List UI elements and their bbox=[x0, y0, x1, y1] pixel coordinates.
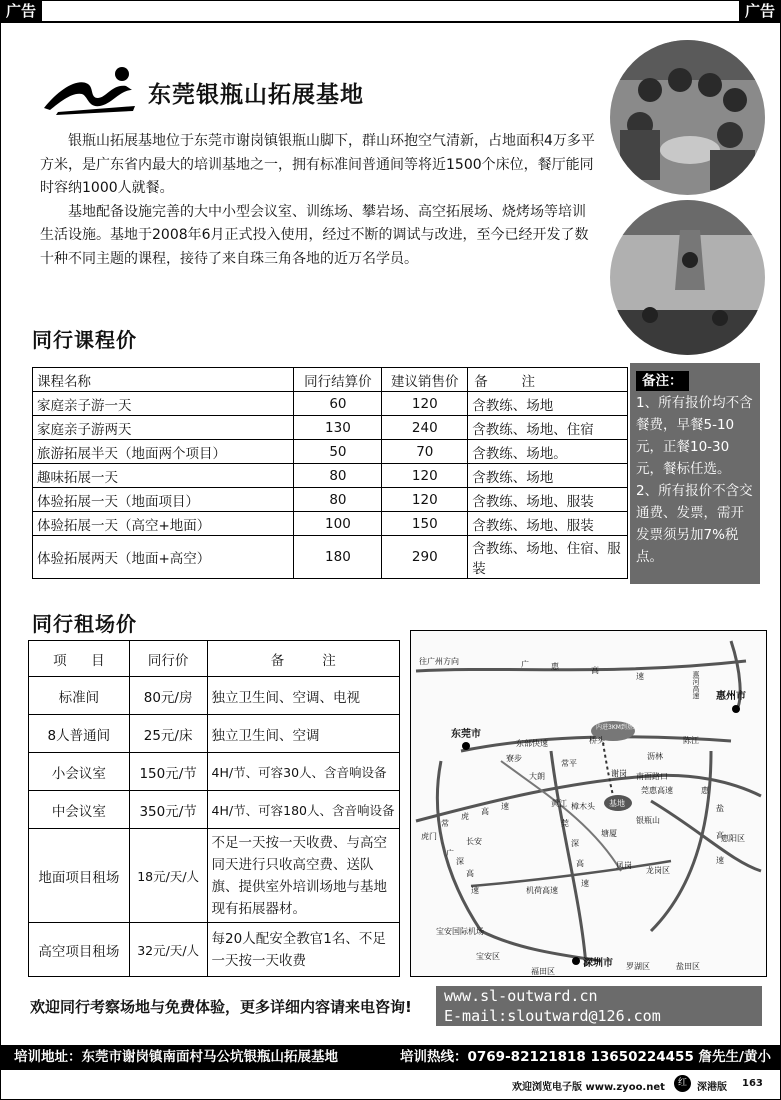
footer-site: 欢迎浏览电子版 www.zyoo.net bbox=[512, 1082, 665, 1093]
table-row bbox=[29, 715, 400, 753]
photo-rock-climbing bbox=[610, 200, 765, 355]
cell-item: 中会议室 bbox=[29, 791, 130, 829]
cell-course: 家庭亲子游一天 bbox=[33, 392, 294, 416]
map-label: 速 bbox=[636, 672, 644, 681]
intro-paragraph-1: 银瓶山拓展基地位于东莞市谢岗镇银瓶山脚下，群山环抱空气清新，占地面积4万多平方米，是广东省内最大的培训基地之一，拥有标准间普通间等将近1500个床位，餐厅能同时容纳1000人就餐。 bbox=[40, 133, 595, 196]
map-label: 深 bbox=[456, 857, 464, 866]
table-row bbox=[29, 791, 400, 829]
map-label: 常平 bbox=[561, 759, 577, 768]
cell-settle: 80 bbox=[294, 464, 382, 488]
map-label: 谢岗 bbox=[611, 769, 627, 778]
cell-retail: 150 bbox=[382, 512, 468, 536]
map-label: 速 bbox=[501, 802, 509, 811]
map-label: 高 bbox=[466, 869, 474, 878]
table-row bbox=[33, 512, 628, 536]
map-label: 惠河高速 bbox=[692, 671, 700, 699]
cell-remark: 含教练、场地、服装 bbox=[468, 512, 628, 536]
map-label: 莞 bbox=[561, 819, 569, 828]
table-row bbox=[33, 416, 628, 440]
cell-retail: 120 bbox=[382, 392, 468, 416]
map-label: 罗湖区 bbox=[626, 962, 650, 971]
cell-retail: 120 bbox=[382, 488, 468, 512]
map-label: 惠 bbox=[551, 662, 559, 671]
table-row bbox=[33, 536, 628, 579]
map-label: 速 bbox=[581, 879, 589, 888]
intro-paragraph-2: 基地配备设施完善的大中小型会议室、训练场、攀岩场、高空拓展场、烧烤场等培训生活设施。基地于2008年6月正式投入使用，经过不断的调试与改进，至今已经开发了数十种不同主题的课程，接待了来自珠三角各地的近万名学员。 bbox=[40, 203, 589, 267]
cell-retail: 290 bbox=[382, 536, 468, 579]
header-settle-price: 同行结算价 bbox=[294, 368, 382, 392]
map-label: 长安 bbox=[466, 837, 482, 846]
notes-title: 备注： bbox=[636, 371, 689, 391]
cell-settle: 130 bbox=[294, 416, 382, 440]
map-label: 深 bbox=[571, 839, 579, 848]
map-label: 大朗 bbox=[529, 772, 545, 781]
map-label: 银瓶山 bbox=[636, 816, 660, 825]
cell-price: 25元/床 bbox=[129, 715, 207, 753]
table-row bbox=[29, 829, 400, 923]
table-header-row bbox=[33, 368, 628, 392]
intro-text bbox=[40, 130, 598, 271]
map-label: 东部快速 bbox=[516, 739, 548, 748]
dongguan-marker bbox=[462, 742, 470, 750]
cell-course: 趣味拓展一天 bbox=[33, 464, 294, 488]
table-row bbox=[33, 464, 628, 488]
table-row bbox=[29, 923, 400, 977]
cell-retail: 120 bbox=[382, 464, 468, 488]
map-label: 广 bbox=[446, 849, 454, 858]
contact-box bbox=[436, 986, 762, 1026]
map-label: 惠 bbox=[701, 786, 709, 795]
ad-tag-left: 广告 bbox=[0, 0, 42, 22]
course-price-table bbox=[32, 367, 628, 579]
shenzhen-marker bbox=[572, 957, 580, 965]
map-label: 南面路口 bbox=[636, 772, 668, 781]
table-row bbox=[33, 392, 628, 416]
cell-price: 80元/房 bbox=[129, 677, 207, 715]
cell-item: 地面项目租场 bbox=[29, 829, 130, 923]
footer-edition: 深港版 bbox=[697, 1082, 727, 1093]
map-label: 盐田区 bbox=[676, 962, 700, 971]
cell-remark: 含教练、场地 bbox=[468, 464, 628, 488]
cell-item: 高空项目租场 bbox=[29, 923, 130, 977]
cell-settle: 50 bbox=[294, 440, 382, 464]
cell-remark: 含教练、场地、服装 bbox=[468, 488, 628, 512]
slogan: 欢迎同行考察场地与免费体验，更多详细内容请来电咨询! bbox=[30, 998, 412, 1016]
table-row bbox=[33, 440, 628, 464]
table-row bbox=[29, 753, 400, 791]
map-label: 莞惠高速 bbox=[641, 786, 673, 795]
cell-remark: 含教练、场地。 bbox=[468, 440, 628, 464]
map-label: 机荷高速 bbox=[526, 886, 558, 895]
map-label: 黄江 bbox=[551, 799, 567, 808]
training-address: 培训地址：东莞市谢岗镇南面村马公坑银瓶山拓展基地 bbox=[14, 1049, 338, 1065]
cell-settle: 100 bbox=[294, 512, 382, 536]
cell-course: 体验拓展两天（地面+高空） bbox=[33, 536, 294, 579]
cell-course: 体验拓展一天（地面项目） bbox=[33, 488, 294, 512]
header-retail-price: 建议销售价 bbox=[382, 368, 468, 392]
table-header-row bbox=[29, 641, 400, 677]
header-remark: 备 注 bbox=[207, 641, 399, 677]
map-label: 福田区 bbox=[531, 967, 555, 976]
photo-group-meal bbox=[610, 40, 765, 195]
cell-course: 体验拓展一天（高空+地面） bbox=[33, 512, 294, 536]
cell-remark: 含教练、场地、住宿 bbox=[468, 416, 628, 440]
cell-item: 小会议室 bbox=[29, 753, 130, 791]
map-label-shenzhen: 深圳市 bbox=[583, 958, 613, 969]
cell-remark: 不足一天按一天收费、与高空同天进行只收高空费、送队旗、提供室外培训场地与基地现有拓展器材。 bbox=[207, 829, 399, 923]
map-label: 塘厦 bbox=[601, 829, 617, 838]
map-label: 樟木头 bbox=[571, 802, 595, 811]
cell-price: 150元/节 bbox=[129, 753, 207, 791]
map-label: 内进3KM到基地 bbox=[596, 724, 639, 731]
map-label-base: 基地 bbox=[609, 799, 625, 808]
map-label: 高 bbox=[576, 859, 584, 868]
note-1: 1、所有报价均不含餐费，早餐5-10元，正餐10-30元，餐标任选。 bbox=[636, 395, 753, 477]
map-label: 高 bbox=[481, 807, 489, 816]
cell-remark: 4H/节、可容180人、含音响设备 bbox=[207, 791, 399, 829]
cell-retail: 240 bbox=[382, 416, 468, 440]
cell-remark: 4H/节、可容30人、含音响设备 bbox=[207, 753, 399, 791]
note-2: 2、所有报价不含交通费、发票，需开发票须另加7%税点。 bbox=[636, 483, 753, 565]
cell-remark: 独立卫生间、空调、电视 bbox=[207, 677, 399, 715]
runner-logo-icon bbox=[40, 60, 140, 115]
cell-item: 标准间 bbox=[29, 677, 130, 715]
cell-price: 350元/节 bbox=[129, 791, 207, 829]
top-rule bbox=[0, 21, 781, 23]
cell-price: 32元/天/人 bbox=[129, 923, 207, 977]
cell-course: 旅游拓展半天（地面两个项目） bbox=[33, 440, 294, 464]
map-label: 寮步 bbox=[506, 754, 522, 763]
cell-item: 8人普通间 bbox=[29, 715, 130, 753]
map-label: 盐 bbox=[716, 804, 724, 813]
map-label-dongguan: 东莞市 bbox=[451, 729, 481, 740]
cell-course: 家庭亲子游两天 bbox=[33, 416, 294, 440]
cell-settle: 60 bbox=[294, 392, 382, 416]
map-label: 速 bbox=[471, 886, 479, 895]
header-course-name: 课程名称 bbox=[33, 368, 294, 392]
map-label: 虎 bbox=[461, 812, 469, 821]
cell-retail: 70 bbox=[382, 440, 468, 464]
cell-remark: 含教练、场地 bbox=[468, 392, 628, 416]
map-label: 虎门 bbox=[421, 832, 437, 841]
email-link[interactable]: E-mail:sloutward@126.com bbox=[444, 1007, 661, 1025]
map-label: 常 bbox=[441, 819, 449, 828]
map-label: 陈江 bbox=[683, 736, 699, 745]
ad-tag-right: 广告 bbox=[739, 0, 781, 22]
cell-remark: 独立卫生间、空调 bbox=[207, 715, 399, 753]
map-label: 广 bbox=[521, 660, 529, 669]
cell-settle: 180 bbox=[294, 536, 382, 579]
route-map bbox=[410, 630, 767, 977]
map-label: 宝安区 bbox=[476, 952, 500, 961]
cell-remark: 每20人配安全教官1名、不足一天按一天收费 bbox=[207, 923, 399, 977]
cell-settle: 80 bbox=[294, 488, 382, 512]
cell-remark: 含教练、场地、住宿、服装 bbox=[468, 536, 628, 579]
map-label-to-guangzhou: 往广州方向 bbox=[419, 657, 459, 666]
map-label-huizhou: 惠州市 bbox=[716, 691, 746, 702]
notes-box bbox=[630, 363, 760, 584]
map-label: 高 bbox=[716, 831, 724, 840]
map-label: 惠阳区 bbox=[721, 834, 745, 843]
footer-hong-badge: 红 bbox=[674, 1075, 691, 1092]
map-label: 龙岗区 bbox=[646, 866, 670, 875]
course-price-title: 同行课程价 bbox=[32, 328, 137, 352]
map-label: 凤岗 bbox=[616, 861, 632, 870]
website-link[interactable]: www.sl-outward.cn bbox=[444, 987, 598, 1005]
map-label: 沥林 bbox=[647, 752, 663, 761]
map-label: 高 bbox=[591, 666, 599, 675]
header-item: 项 目 bbox=[29, 641, 130, 677]
cell-price: 18元/天/人 bbox=[129, 829, 207, 923]
page-number: 163 bbox=[742, 1078, 763, 1089]
rent-price-title: 同行租场价 bbox=[32, 612, 137, 636]
header-remark: 备注 bbox=[468, 368, 628, 392]
training-hotline: 培训热线：0769-82121818 13650224455 詹先生/黄小姐 bbox=[400, 1049, 771, 1090]
brand-title: 东莞银瓶山拓展基地 bbox=[148, 82, 364, 108]
header-price: 同行价 bbox=[129, 641, 207, 677]
map-label: 宝安国际机场 bbox=[436, 927, 484, 936]
map-label: 速 bbox=[716, 856, 724, 865]
huizhou-marker bbox=[732, 705, 740, 713]
rent-price-table bbox=[28, 640, 400, 977]
table-row bbox=[29, 677, 400, 715]
table-row bbox=[33, 488, 628, 512]
map-label: 桥头 bbox=[589, 736, 605, 745]
